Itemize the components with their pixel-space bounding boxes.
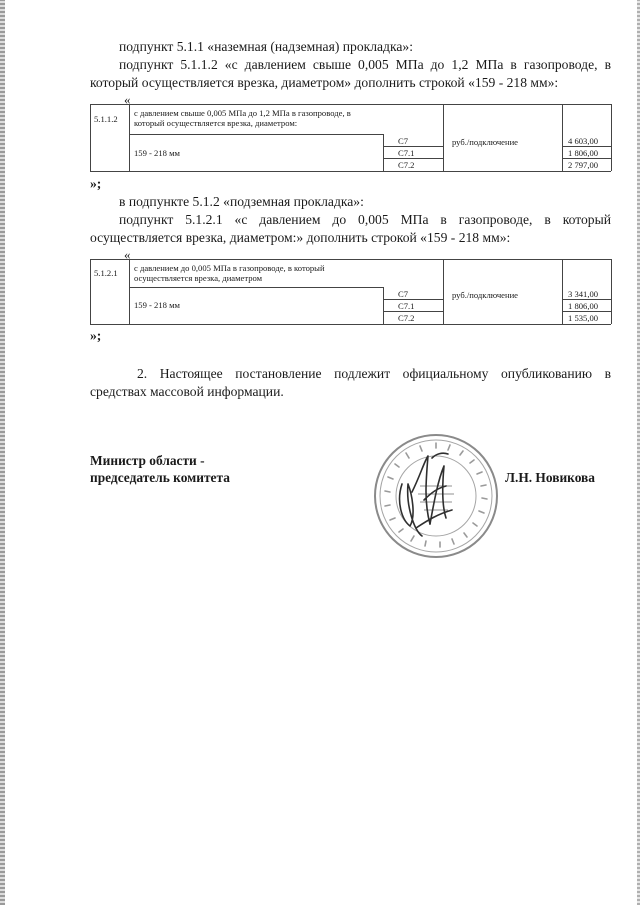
table2-size: 159 - 218 мм bbox=[134, 300, 180, 310]
table2-row-code: С7 bbox=[398, 289, 409, 299]
table1-desc-line2: который осуществляется врезка, диаметром: bbox=[134, 118, 298, 128]
table1-row-code: С7.2 bbox=[398, 160, 415, 170]
text-line-subpoint-5112-b: который осуществляется врезка, диаметром» дополнить строкой «159 - 218 мм»: bbox=[90, 75, 559, 90]
table2-row-code: С7.2 bbox=[398, 313, 415, 323]
text-line-paragraph-2-b: средствах массовой информации. bbox=[90, 384, 284, 399]
table2-row-value: 3 341,00 bbox=[568, 289, 599, 299]
signatory-title-line1: Министр области - bbox=[90, 453, 205, 468]
text-line-subpoint-5121-a: подпункт 5.1.2.1 «с давлением до 0,005 МПа в газопроводе, в который bbox=[119, 212, 611, 227]
table1-desc-line1: с давлением свыше 0,005 МПа до 1,2 МПа в газопроводе, в bbox=[134, 108, 351, 118]
table1-code: 5.1.1.2 bbox=[94, 114, 118, 124]
scan-edge-left bbox=[0, 0, 5, 905]
text-line-subpoint-511: подпункт 5.1.1 «наземная (надземная) прокладка»: bbox=[119, 39, 413, 54]
table2-row-code: С7.1 bbox=[398, 301, 415, 311]
table2-code: 5.1.2.1 bbox=[94, 268, 118, 278]
table1-row-value: 1 806,00 bbox=[568, 148, 599, 158]
table1-row-code: С7.1 bbox=[398, 148, 415, 158]
table1-size: 159 - 218 мм bbox=[134, 148, 180, 158]
table2-row-value: 1 806,00 bbox=[568, 301, 599, 311]
open-quote-1: « bbox=[124, 92, 131, 107]
text-line-subpoint-5121-b: осуществляется врезка, диаметром:» дополнить строкой «159 - 218 мм»: bbox=[90, 230, 511, 245]
text-line-subpoint-5112-a: подпункт 5.1.1.2 «с давлением свыше 0,005 МПа до 1,2 МПа в газопроводе, в bbox=[119, 57, 611, 72]
open-quote-2: « bbox=[124, 247, 131, 262]
text-line-subpoint-512: в подпункте 5.1.2 «подземная прокладка»: bbox=[119, 194, 364, 209]
table1-row-value: 2 797,00 bbox=[568, 160, 599, 170]
close-quote-1: »; bbox=[90, 176, 102, 191]
table2-unit: руб./подключение bbox=[452, 290, 519, 300]
official-seal-icon bbox=[372, 432, 500, 560]
table1-unit: руб./подключение bbox=[452, 137, 519, 147]
close-quote-2: »; bbox=[90, 328, 102, 343]
table1-row-code: С7 bbox=[398, 136, 409, 146]
table2-desc-line2: осуществляется врезка, диаметром bbox=[134, 273, 263, 283]
table2-row-value: 1 535,00 bbox=[568, 313, 599, 323]
text-line-paragraph-2-a: 2. Настоящее постановление подлежит официальному опубликованию в bbox=[137, 366, 611, 381]
table2-desc-line1: с давлением до 0,005 МПа в газопроводе, в который bbox=[134, 263, 325, 273]
table1-row-value: 4 603,00 bbox=[568, 136, 599, 146]
signatory-name: Л.Н. Новикова bbox=[505, 470, 595, 485]
signatory-title-line2: председатель комитета bbox=[90, 470, 230, 485]
